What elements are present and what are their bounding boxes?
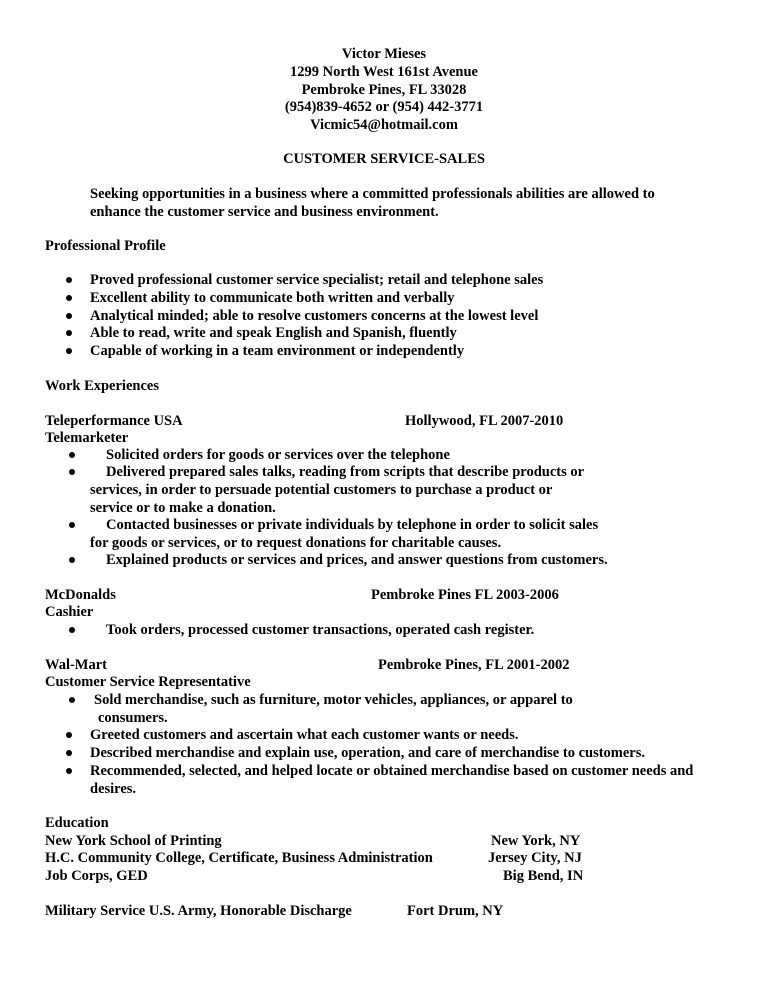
education-school: Job Corps, GED <box>45 868 148 884</box>
education-heading: Education <box>45 815 109 831</box>
address-line-1: 1299 North West 161st Avenue <box>290 64 478 80</box>
job-title: Cashier <box>45 604 94 620</box>
profile-heading: Professional Profile <box>45 238 166 254</box>
education-school: New York School of Printing <box>45 833 222 849</box>
job-location: Pembroke Pines, FL 2001-2002 <box>378 657 570 673</box>
bullet-icon <box>69 522 75 528</box>
objective-line-1: Seeking opportunities in a business where a committed professionals abilities are allowed to <box>90 186 655 202</box>
job-duty: Recommended, selected, and helped locate or obtained merchandise based on customer needs and <box>90 763 694 779</box>
bullet-icon <box>66 348 72 354</box>
education-place: New York, NY <box>491 833 581 849</box>
bullet-icon <box>69 697 75 703</box>
job-duty: Took orders, processed customer transactions, operated cash register. <box>106 622 535 638</box>
bullet-icon <box>69 627 75 633</box>
job-duty: Delivered prepared sales talks, reading from scripts that describe products or <box>106 464 585 480</box>
bullet-icon <box>66 732 72 738</box>
objective-title: CUSTOMER SERVICE-SALES <box>283 151 485 167</box>
job-company: Wal-Mart <box>45 657 108 673</box>
profile-item: Analytical minded; able to resolve customers concerns at the lowest level <box>90 308 539 324</box>
bullet-icon <box>66 295 72 301</box>
work-heading: Work Experiences <box>45 378 159 394</box>
job-duty: Described merchandise and explain use, operation, and care of merchandise to customers. <box>90 745 646 761</box>
job-duty: Greeted customers and ascertain what each customer wants or needs. <box>90 727 519 743</box>
bullet-icon <box>66 313 72 319</box>
bullet-icon <box>66 277 72 283</box>
job-duty-continued: consumers. <box>98 710 168 726</box>
job-location: Hollywood, FL 2007-2010 <box>405 413 564 429</box>
job-duty-continued: desires. <box>90 781 137 797</box>
job-company: Teleperformance USA <box>45 413 183 429</box>
job-title: Telemarketer <box>45 430 129 446</box>
education-place: Big Bend, IN <box>503 868 584 884</box>
objective-line-2: enhance the customer service and business environment. <box>90 204 439 220</box>
bullet-icon <box>69 452 75 458</box>
bullet-icon <box>69 469 75 475</box>
profile-item: Capable of working in a team environment or independently <box>90 343 465 359</box>
profile-item: Excellent ability to communicate both written and verbally <box>90 290 455 306</box>
bullet-icon <box>66 330 72 336</box>
profile-item: Able to read, write and speak English and Spanish, fluently <box>90 325 457 341</box>
resume-name: Victor Mieses <box>341 46 427 62</box>
military-place: Fort Drum, NY <box>407 903 504 919</box>
job-duty: Explained products or services and prices, and answer questions from customers. <box>106 552 608 568</box>
job-duty: Solicited orders for goods or services over the telephone <box>106 447 450 463</box>
education-place: Jersey City, NJ <box>488 850 582 866</box>
phone-numbers: (954)839-4652 or (954) 442-3771 <box>284 99 484 115</box>
job-duty-continued: service or to make a donation. <box>90 500 276 516</box>
job-title: Customer Service Representative <box>45 674 251 690</box>
bullet-icon <box>69 557 75 563</box>
bullet-icon <box>66 768 72 774</box>
job-company: McDonalds <box>45 587 116 603</box>
military-service: Military Service U.S. Army, Honorable Discharge <box>45 903 352 919</box>
job-duty-continued: services, in order to persuade potential customers to purchase a product or <box>90 482 553 498</box>
job-duty-continued: for goods or services, or to request donations for charitable causes. <box>90 535 502 551</box>
job-duty: Sold merchandise, such as furniture, motor vehicles, appliances, or apparel to <box>94 692 573 708</box>
email: Vicmic54@hotmail.com <box>310 117 458 133</box>
address-line-2: Pembroke Pines, FL 33028 <box>301 82 467 98</box>
bullet-icon <box>66 750 72 756</box>
profile-item: Proved professional customer service specialist; retail and telephone sales <box>90 272 544 288</box>
education-school: H.C. Community College, Certificate, Business Administration <box>45 850 433 866</box>
job-duty: Contacted businesses or private individuals by telephone in order to solicit sales <box>106 517 599 533</box>
job-location: Pembroke Pines FL 2003-2006 <box>371 587 559 603</box>
